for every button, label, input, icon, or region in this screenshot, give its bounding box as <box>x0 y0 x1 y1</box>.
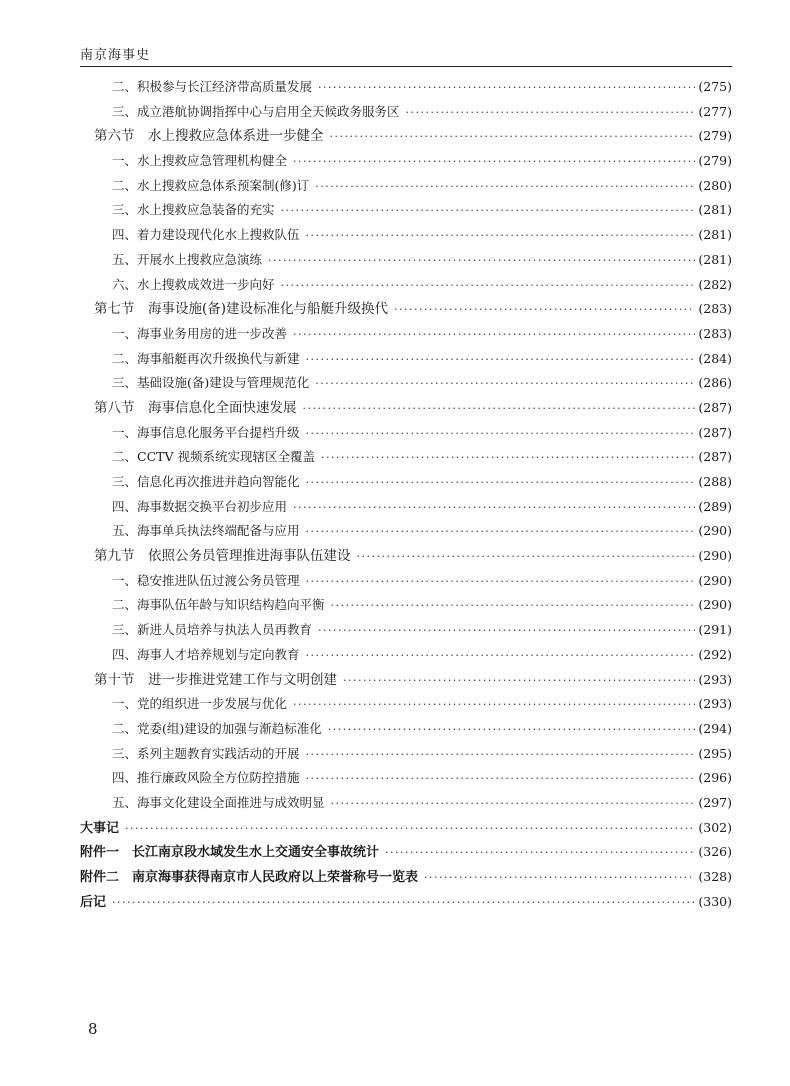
running-header: 南京海事史 <box>80 48 151 63</box>
toc-entry-page: (293) <box>698 671 732 687</box>
toc-dot-leader <box>281 274 696 299</box>
toc-dot-leader <box>315 175 695 200</box>
toc-dot-leader <box>293 496 695 521</box>
toc-entry-page: (294) <box>698 720 732 736</box>
toc-entry-item[interactable] <box>80 766 732 791</box>
toc-entry-page: (287) <box>698 424 732 440</box>
toc-entry-section[interactable] <box>80 124 732 149</box>
page-number: 8 <box>88 1020 98 1038</box>
toc-entry-title: 二、CCTV 视频系统实现辖区全覆盖 <box>112 449 315 465</box>
toc-entry-page: (279) <box>698 153 732 169</box>
toc-dot-leader <box>328 718 696 743</box>
toc-entry-section[interactable] <box>80 668 732 693</box>
toc-entry-top[interactable] <box>80 890 732 915</box>
toc-entry-item[interactable] <box>80 618 732 643</box>
toc-entry-item[interactable] <box>80 322 732 347</box>
toc-dot-leader <box>394 298 695 323</box>
toc-entry-page: (330) <box>698 893 732 909</box>
toc-entry-title: 第七节 海事设施(备)建设标准化与船艇升级换代 <box>94 301 389 318</box>
toc-entry-page: (296) <box>698 770 732 786</box>
toc-entry-title: 三、基础设施(备)建设与管理规范化 <box>112 375 310 391</box>
toc-entry-title: 第十节 进一步推进党建工作与文明创建 <box>94 671 337 688</box>
toc-entry-item[interactable] <box>80 470 732 495</box>
toc-entry-section[interactable] <box>80 297 732 322</box>
toc-entry-title: 二、海事队伍年龄与知识结构趋向平衡 <box>112 597 325 613</box>
toc-entry-page: (288) <box>698 474 732 489</box>
toc-entry-title: 二、水上搜救应急体系预案制(修)订 <box>112 177 310 193</box>
toc-entry-title: 二、海事船艇再次升级换代与新建 <box>112 350 300 366</box>
toc-entry-title: 二、积极参与长江经济带高质量发展 <box>112 79 313 94</box>
toc-entry-title: 第八节 海事信息化全面快速发展 <box>94 399 297 416</box>
toc-entry-item[interactable] <box>80 791 732 816</box>
toc-dot-leader <box>306 644 696 669</box>
toc-entry-item[interactable] <box>80 174 732 199</box>
toc-entry-top[interactable] <box>80 816 732 841</box>
toc-entry-item[interactable] <box>80 75 732 100</box>
toc-dot-leader <box>318 76 695 101</box>
toc-entry-title: 四、海事数据交换平台初步应用 <box>112 498 288 514</box>
toc-entry-page: (287) <box>698 399 732 415</box>
toc-entry-title: 三、系列主题教育实践活动的开展 <box>112 745 300 761</box>
toc-dot-leader <box>406 101 696 126</box>
toc-entry-page: (286) <box>698 375 732 391</box>
toc-entry-section[interactable] <box>80 544 732 569</box>
toc-dot-leader <box>306 471 696 496</box>
toc-entry-item[interactable] <box>80 445 732 470</box>
toc-entry-item[interactable] <box>80 198 732 223</box>
toc-entry-page: (292) <box>698 646 732 662</box>
toc-entry-section[interactable] <box>80 396 732 421</box>
toc-dot-leader <box>318 619 695 644</box>
toc-dot-leader <box>306 422 696 447</box>
toc-dot-leader <box>385 841 695 866</box>
toc-entry-page: (293) <box>698 696 732 712</box>
toc-entry-page: (287) <box>698 449 732 465</box>
toc-dot-leader <box>293 150 695 175</box>
toc-entry-title: 一、水上搜救应急管理机构健全 <box>112 153 288 169</box>
header-rule <box>80 66 732 67</box>
toc-entry-page: (281) <box>698 251 732 267</box>
toc-dot-leader <box>343 669 695 694</box>
toc-entry-title: 三、新进人员培养与执法人员再教育 <box>112 622 313 638</box>
toc-dot-leader <box>306 224 696 249</box>
toc-dot-leader <box>424 866 695 891</box>
toc-entry-page: (302) <box>698 819 732 835</box>
toc-dot-leader <box>125 817 695 842</box>
toc-entry-page: (297) <box>698 794 732 810</box>
toc-dot-leader <box>281 199 696 224</box>
toc-dot-leader <box>306 767 696 792</box>
toc-entry-page: (277) <box>698 103 732 119</box>
toc-entry-title: 五、开展水上搜救应急演练 <box>112 251 263 267</box>
toc-entry-title: 四、着力建设现代化水上搜救队伍 <box>112 227 300 243</box>
toc-entry-item[interactable] <box>80 742 732 767</box>
toc-entry-title: 六、水上搜救成效进一步向好 <box>112 276 275 292</box>
toc-entry-page: (328) <box>698 869 732 884</box>
toc-entry-title: 三、水上搜救应急装备的充实 <box>112 202 275 218</box>
toc-entry-item[interactable] <box>80 495 732 520</box>
toc-entry-page: (281) <box>698 227 732 243</box>
toc-entry-page: (281) <box>698 202 732 218</box>
toc-dot-leader <box>293 693 695 718</box>
toc-dot-leader <box>112 891 695 916</box>
toc-entry-page: (326) <box>698 844 732 860</box>
toc-entry-page: (290) <box>698 548 732 564</box>
toc-entry-top[interactable] <box>80 840 732 865</box>
toc-dot-leader <box>293 323 695 348</box>
toc-entry-title: 一、稳安推进队伍过渡公务员管理 <box>112 572 300 588</box>
toc-entry-title: 附件一 长江南京段水域发生水上交通安全事故统计 <box>80 845 380 861</box>
toc-entry-item[interactable] <box>80 692 732 717</box>
toc-entry-item[interactable] <box>80 248 732 273</box>
toc-entry-item[interactable] <box>80 273 732 298</box>
toc-dot-leader <box>306 520 696 545</box>
toc-entry-title: 二、党委(组)建设的加强与渐趋标准化 <box>112 720 322 736</box>
toc-dot-leader <box>357 545 696 570</box>
toc-entry-item[interactable] <box>80 371 732 396</box>
toc-entry-title: 后记 <box>80 894 107 910</box>
toc-entry-title: 三、信息化再次推进并趋向智能化 <box>112 474 300 489</box>
toc-entry-title: 四、推行廉政风险全方位防控措施 <box>112 770 300 786</box>
toc-entry-page: (290) <box>698 523 732 539</box>
toc-entry-page: (283) <box>698 301 732 317</box>
toc-entry-page: (295) <box>698 745 732 761</box>
toc-entry-title: 大事记 <box>80 820 120 836</box>
table-of-contents <box>80 75 732 914</box>
toc-entry-page: (290) <box>698 597 732 613</box>
toc-dot-leader <box>306 570 696 595</box>
toc-dot-leader <box>306 348 696 373</box>
toc-entry-title: 第九节 依照公务员管理推进海事队伍建设 <box>94 548 351 565</box>
toc-dot-leader <box>330 125 696 150</box>
toc-entry-page: (290) <box>698 572 732 588</box>
toc-dot-leader <box>331 792 696 817</box>
toc-entry-title: 一、海事信息化服务平台提档升级 <box>112 424 300 440</box>
toc-entry-page: (275) <box>698 79 732 94</box>
toc-entry-title: 附件二 南京海事获得南京市人民政府以上荣誉称号一览表 <box>80 870 419 885</box>
toc-dot-leader <box>331 594 696 619</box>
toc-entry-item[interactable] <box>80 569 732 594</box>
toc-entry-title: 第六节 水上搜救应急体系进一步健全 <box>94 128 324 145</box>
toc-entry-item[interactable] <box>80 347 732 372</box>
toc-entry-page: (279) <box>698 128 732 144</box>
toc-entry-title: 四、海事人才培养规划与定向教育 <box>112 646 300 662</box>
toc-dot-leader <box>306 743 696 768</box>
toc-entry-page: (289) <box>698 498 732 514</box>
toc-entry-page: (282) <box>698 276 732 292</box>
toc-entry-item[interactable] <box>80 643 732 668</box>
toc-dot-leader <box>315 372 695 397</box>
toc-entry-item[interactable] <box>80 223 732 248</box>
toc-entry-item[interactable] <box>80 421 732 446</box>
toc-entry-item[interactable] <box>80 149 732 174</box>
toc-entry-item[interactable] <box>80 717 732 742</box>
toc-entry-item[interactable] <box>80 593 732 618</box>
toc-entry-page: (283) <box>698 325 732 341</box>
toc-entry-item[interactable] <box>80 519 732 544</box>
toc-dot-leader <box>321 446 695 471</box>
toc-entry-title: 五、海事文化建设全面推进与成效明显 <box>112 794 325 810</box>
toc-entry-title: 一、海事业务用房的进一步改善 <box>112 325 288 341</box>
toc-entry-title: 一、党的组织进一步发展与优化 <box>112 696 288 712</box>
toc-dot-leader <box>268 249 695 274</box>
toc-entry-top[interactable] <box>80 865 732 890</box>
toc-entry-page: (280) <box>698 177 732 193</box>
toc-entry-item[interactable] <box>80 100 732 125</box>
toc-entry-page: (284) <box>698 350 732 366</box>
toc-entry-title: 五、海事单兵执法终端配备与应用 <box>112 523 300 539</box>
toc-entry-page: (291) <box>698 622 732 638</box>
toc-dot-leader <box>303 397 696 422</box>
toc-entry-title: 三、成立港航协调指挥中心与启用全天候政务服务区 <box>112 103 400 119</box>
